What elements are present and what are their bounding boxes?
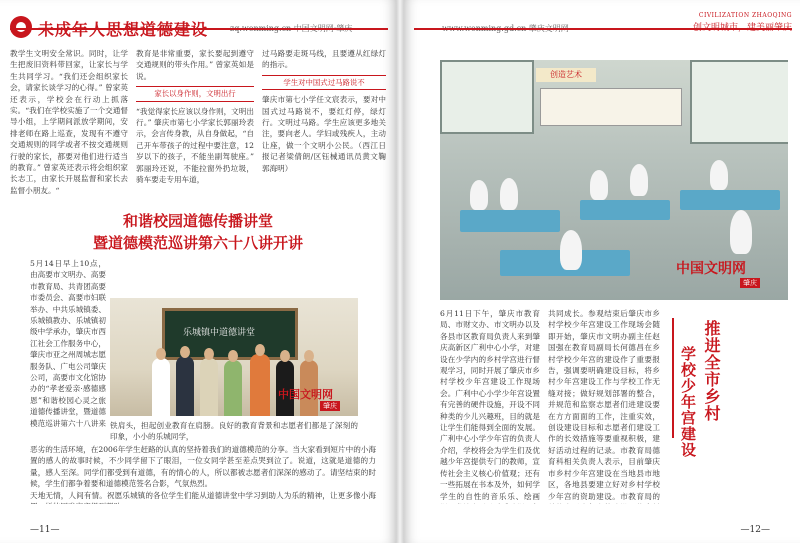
article-title-line-1: 和谐校园道德传播讲堂 (122, 212, 273, 230)
body-column-1 (440, 308, 540, 504)
body-column-2 (110, 420, 358, 442)
student-desk (680, 190, 780, 210)
student-figure (730, 210, 752, 254)
header-rule (10, 28, 388, 30)
art-display-board (540, 88, 682, 126)
person-head (228, 350, 238, 362)
header-english-tag: CIVILIZATION ZHAOQING (698, 12, 792, 19)
top-column-1-text: 教学生文明安全常识。同时，让学生把废旧资料带回家，让家长与学生共同学习。“我们还会组织家长会，请家长谈学习的心得。” 曾家英还表示，学校会在行动上抓落实。“我们在学校实施了一个交通督导小组，上学期间派放学期间，安排老师在路上巡查，发现有不遵守交通规则的同学或者不按交通规则行驶的家长，都要对他们进行适当的教育。” 曾家英还表示将会组织家长志工，由家长开展监督和家长去监督小朋友。“ (10, 49, 128, 195)
top-column-3 (262, 48, 386, 202)
page-gutter (396, 0, 404, 543)
bottom-paragraph-2: 天地无情，人间有情。祝愿乐城镇的各位学生们能从道德讲堂中学习到助人为乐的精神，让更多像小海 (30, 490, 376, 500)
student-desk (460, 210, 560, 232)
top-column-3-text-b: 肇庆市第七小学任文宸表示，要对中国式过马路说不，要红灯停，绿灯行。文明过马路。学生应该更多地关注，要向老人。学妇或残疾人，主动让座，做一个文明小公民。（西江日报记者梁倩朗/区钰械通讯员黄文鞠郭海明） (262, 95, 386, 173)
vertical-title-line-1: 推进全市乡村 (702, 320, 721, 422)
photo-watermark-sub: 肇庆 (740, 278, 760, 288)
article-title-line-2: 暨道德模范巡讲第六十八讲开讲 (92, 234, 303, 252)
civilization-logo-icon (10, 16, 32, 38)
person-head (156, 348, 166, 360)
page-number-left: —11— (30, 525, 60, 535)
person-head (204, 348, 214, 360)
right-header (414, 14, 792, 40)
left-header (10, 14, 388, 40)
person-figure (250, 354, 270, 416)
classroom-window (440, 60, 534, 134)
person-head (180, 346, 190, 358)
left-page (0, 0, 396, 543)
classroom-sign: 创造艺术 (536, 68, 596, 82)
bottom-paragraph-1: 恶劣的生活环境，在2006年学生赶路的认真的坚持着我们的道德模范的分享。当大家看到短片中的小海置的感人的故事时候，不少同学留下了眼泪，一位女同学甚至差点哭到泣了。说道，这就是道德的力量，感人至深。同学们都受到有道德，有的情心的人，所以都被志愿者们深深的感动了。请坚结束的时候，学生们都争着要和道德模范签名合影，气氛热烈。 (30, 445, 376, 489)
top-column-2-text-a: 教育是非常重要，家长要起到遵守交通规则的带头作用。” 曾家英如是说。 (136, 49, 254, 81)
student-figure (630, 164, 648, 196)
photo-watermark-sub: 肇庆 (320, 401, 340, 411)
student-figure (470, 180, 488, 210)
person-figure (224, 360, 242, 416)
person-head (280, 350, 290, 362)
top-column-3-text-a: 过马路要走斑马线，且要遵从红绿灯的指示。 (262, 49, 386, 70)
student-desk (580, 200, 670, 220)
vertical-title-line-2: 学校少年宫建设 (679, 346, 697, 458)
body-column-1 (30, 258, 106, 428)
student-figure (710, 160, 728, 190)
person-head (304, 350, 314, 362)
photo-watermark: 中国文明网 (676, 261, 746, 277)
top-column-1 (10, 48, 128, 202)
right-page (404, 0, 800, 543)
body-column-2-text: 共同成长。参观结束后肇庆市乡村学校少年宫建设工作现场会随即开始，肇庆市文明办副主任赵国强在教育局副局长何德昌在乡村学校少年宫的建设作了重要报告，强调要明确建设目标，将乡村少年宫建设工作与学校工作无缝对接；做好规划部署的整合，并规范和监察志愿者们进建设要在方方面面的工作，注重实效，创设建设目标和志愿者们建设工作的长效措施等要重视积极，建好活动过程的记录。市教育局德育科相关负责人表示，目前肇庆市乡村少年宫建设在当地县市地区，各地县要建立好对乡村学校少年宫的资助建设。市教育局的 (548, 309, 660, 501)
student-figure (500, 178, 518, 210)
blackboard-text: 乐城镇中道德讲堂 (183, 328, 256, 338)
person-figure (200, 358, 218, 416)
student-figure (560, 230, 582, 270)
top-column-2-text-b: “我觉得家长应该以身作则，文明出行。” 肇庆市第七小学家长郭丽玲表示，会言传身教，从自身做起，“自己开车带孩子的过程中要注意，12岁以下的孩子，不能坐副驾驶座。” 郭丽玲还说，不能拉窗外扔垃圾，骑车要走专用车道， (136, 106, 254, 185)
person-figure (176, 356, 194, 416)
body-column-2 (548, 308, 660, 504)
subheading-parents: 家长以身作则，文明出行 (136, 86, 254, 101)
title-accent-bar (672, 318, 674, 438)
body-column-1-text: 6月11日下午，肇庆市教育局、市财文办、市文明办以及各县市区教育局负责人来到肇庆高新区广利中心小学，对建设在少学内的乡村学宫进行督观学习，同时开展了肇庆市乡村学校少年宫建设工作现场会。广利中心小学少年宫设置有完善的硬件设施，开设不同种类的少儿兴趣班，目的就是让学生们能得到全面的发展。广利中心小学少年宫的负责人介绍，学校将会为学生们及优越少年宫提供专门的教师，宣传社会主义核心价值观；还有一些拓展在书本及外，如何学学生的自性的音乐乐、绘画 (440, 309, 540, 501)
photo-watermark: 中国文明网 (278, 388, 333, 401)
subheading-students: 学生对中国式过马路说不 (262, 75, 386, 90)
classroom-window (690, 60, 788, 144)
body-column-1-text: 5月14日早上10点，由高要市文明办、高要市教育局、共青团高要市委员会、高要市妇联举办、中共乐城镇委、乐城镇教办、乐城镇初级中学承办，肇庆市西江社会工作服务中心，肇庆市亚之州周城志愿服务队、广电公司肇庆公司，高要市文化馆协办的“孝老爱亲·感德感恩”和谐校园心灵之旅道德传播讲堂，暨道德模范巡讲第六十八讲来 (30, 259, 106, 428)
top-column-2 (136, 48, 254, 202)
page-number-right: —12— (740, 525, 770, 535)
header-rule (414, 28, 792, 30)
body-column-2-text: 铁肩头，担起创业教育在肩膀。良好的教育背景和志愿者们都是了深刻的印象，小小的乐城同学， (110, 421, 358, 442)
classroom-photo (440, 60, 788, 300)
bottom-text-block (30, 444, 376, 504)
person-head (255, 344, 265, 356)
student-figure (590, 170, 608, 200)
lecture-group-photo (110, 298, 358, 416)
person-figure (152, 358, 170, 416)
header-slogan (693, 20, 792, 33)
